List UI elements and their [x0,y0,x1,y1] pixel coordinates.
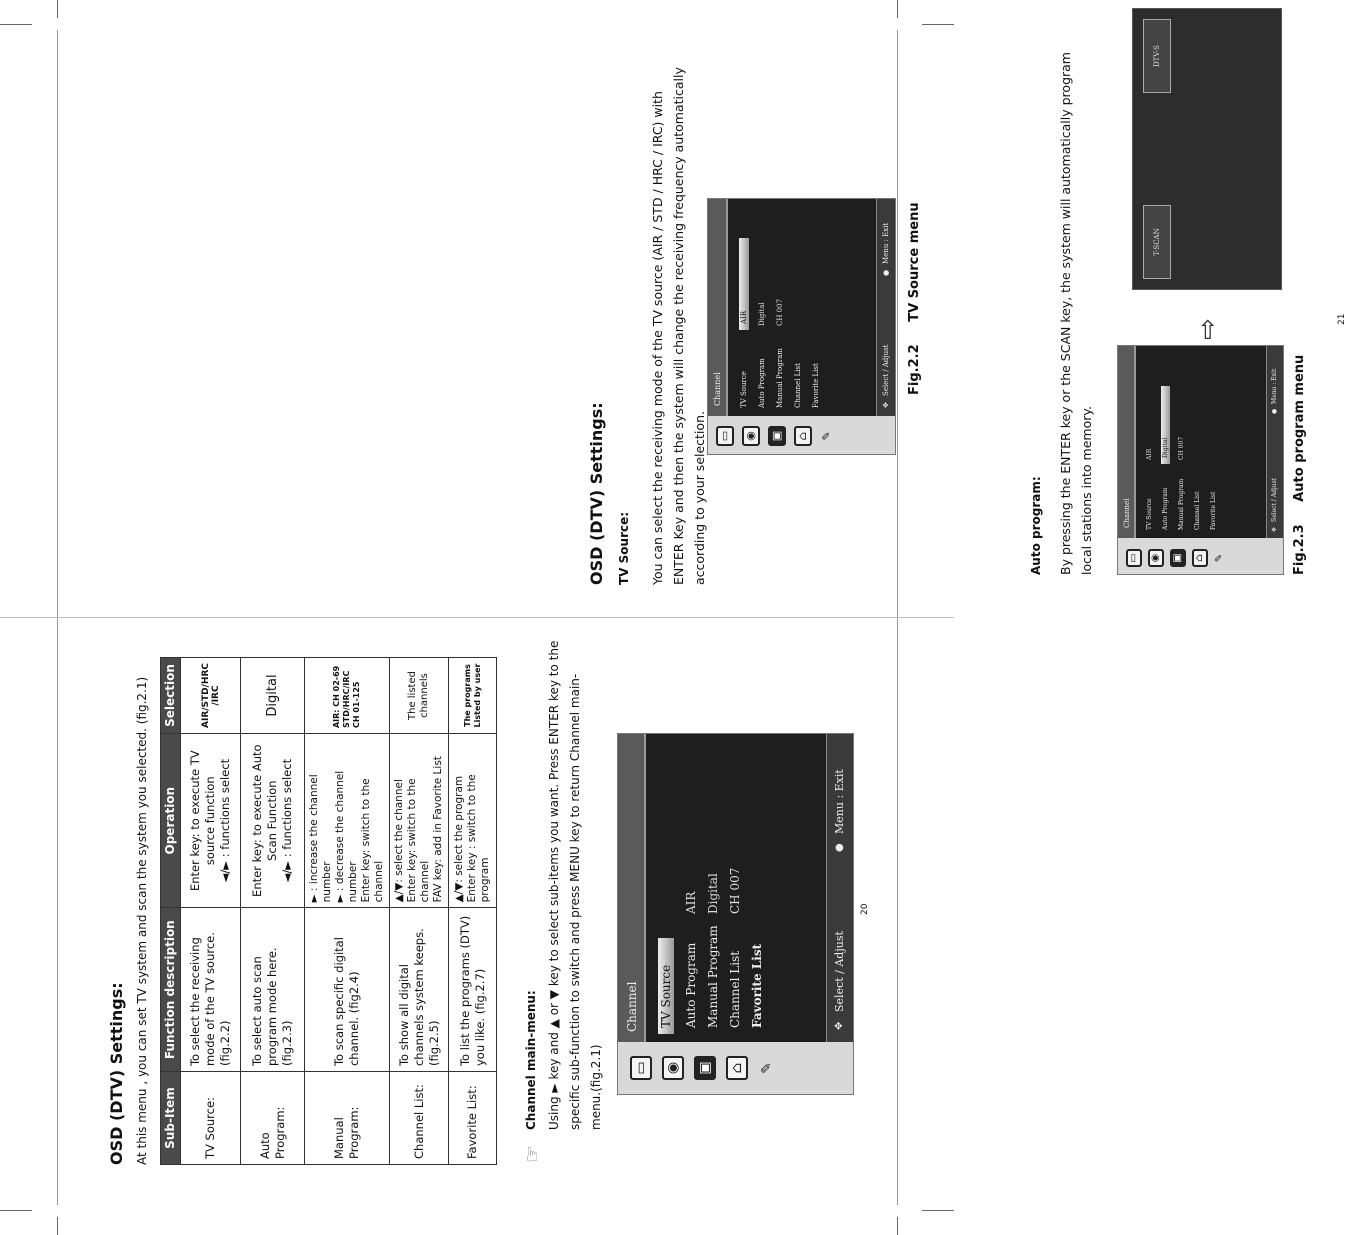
function-description: To select the receiving mode of the TV source. (fig.2.2) [181,908,241,1072]
sub-item: Favorite List: [449,1072,497,1165]
tv-icon: ▭ [630,1056,652,1080]
channel-icon: ▣ [1170,549,1186,567]
menu-item-auto-program[interactable]: Auto Program [758,358,766,408]
function-description: To list the programs (DTV) you like. (fig.2.7) [449,908,497,1072]
dpad-icon: ✥ [834,1021,845,1030]
operation [181,734,241,908]
footer-menu-label: Menu : Exit [882,222,890,264]
main-menu-heading: Channel main-menu: [524,990,538,1130]
circle-button-icon: ● [834,843,845,852]
fig22-caption: Fig.2.2 TV Source menu [907,202,922,395]
table-header: Selection [161,658,181,734]
auto-program-osd-menu [1117,345,1284,575]
footer-menu-label: Menu : Exit [1271,368,1278,404]
tv-source-value: AIR [684,891,698,914]
selection: Digital [241,658,305,734]
operation-line: ► : increase the channel number [308,774,333,903]
footer-select-label: Select / Adjust [1271,477,1278,522]
osd-footer [1266,346,1283,538]
operation-line: Enter key: to execute TV source function [188,750,217,892]
auto-program-text: By pressing the ENTER key or the SCAN key, the system will automatically program local stations into memory. [1058,52,1094,575]
sub-item: Channel List: [390,1072,449,1165]
settings-icon: ✎ [759,1062,775,1074]
operation-line: Enter key: switch to the channel [360,778,385,903]
operation [305,734,390,908]
osd-header: Channel [1118,346,1136,538]
tv-source-value: AIR [1146,448,1153,460]
scan-screen [1132,8,1282,290]
menu-item-auto-program[interactable]: Auto Program [1162,487,1169,530]
footer-select-label: Select / Adjust [882,344,890,396]
table-row [390,658,449,1165]
table-header: Operation [161,734,181,908]
menu-item-manual-program[interactable]: Manual Program [776,348,784,408]
page-number: 21 [1337,313,1347,325]
right-outline-arrow-icon: ⇨ [1193,318,1223,340]
table-row [305,658,390,1165]
tv-icon: ▭ [1126,549,1142,567]
manual-program-value: CH 007 [1178,436,1185,460]
lock-icon: ⌂ [726,1056,748,1080]
operation-line: Enter key : switch to the program [466,774,491,903]
channel-icon: ▣ [694,1056,716,1080]
operation [390,734,449,908]
pointing-hand-icon: ☞ [520,1145,544,1163]
lock-icon: ⌂ [794,426,812,446]
menu-item-favorite-list[interactable]: Favorite List [750,943,764,1028]
operation [241,734,305,908]
circle-button-icon: ● [882,269,890,276]
function-table [160,657,497,1165]
table-header-row [161,658,181,1165]
dtv-s-button[interactable]: DTV-S [1143,19,1171,93]
menu-item-favorite-list[interactable]: Favorite List [1210,491,1217,530]
table-header: Sub-Item [161,1072,181,1165]
auto-program-value: Digital [706,873,720,914]
tv-source-heading: TV Source: [617,511,631,585]
manual-program-value: CH 007 [728,867,742,914]
page-title: OSD (DTV) Settings: [107,982,126,1165]
selection: The programs Listed by user [449,658,497,734]
selection: The listed channels [390,658,449,734]
intro-text: At this menu , you can set TV system and scan the system you selected. (fig.2.1) [135,676,149,1165]
settings-icon: ✎ [820,431,833,441]
selection: AIR/STD/HRC /IRC [181,658,241,734]
camera-icon: ◉ [742,426,760,446]
sub-item: Auto Program: [241,1072,305,1165]
menu-item-channel-list[interactable]: Channel List [794,363,802,408]
dpad-icon: ✥ [882,402,890,408]
page-title: OSD (DTV) Settings: [587,402,606,585]
menu-item-channel-list[interactable]: Channel List [728,950,742,1028]
osd-footer [876,199,895,416]
tv-icon: ▭ [716,426,734,446]
circle-button-icon: ● [1271,408,1278,414]
tv-source-value[interactable]: AIR [739,238,749,330]
menu-item-tv-source[interactable]: TV Source [740,371,748,408]
menu-item-tv-source[interactable]: TV Source [1146,498,1153,530]
menu-item-manual-program[interactable]: Manual Program [706,925,720,1028]
operation-line: Enter key: switch to the channel [406,778,431,903]
camera-icon: ◉ [662,1056,684,1080]
operation-line: ◄/► : functions select [280,758,294,883]
fig23-caption: Fig.2.3 Auto program menu [1292,354,1307,575]
menu-item-tv-source[interactable]: TV Source [658,938,674,1034]
t-scan-button[interactable]: T-SCAN [1143,205,1171,279]
table-row [241,658,305,1165]
manual-program-value: CH 007 [776,298,784,326]
function-description: To select auto scan program mode here.(fig.2.3) [241,908,305,1072]
page-number: 20 [860,903,870,915]
footer-select-label: Select / Adjust [833,931,846,1012]
dpad-icon: ✥ [1271,526,1278,532]
osd-icon-bar [1118,538,1283,574]
menu-item-manual-program[interactable]: Manual Program [1178,478,1185,530]
channel-icon: ▣ [768,426,786,446]
camera-icon: ◉ [1148,549,1164,567]
footer-menu-label: Menu : Exit [833,769,846,834]
osd-icon-bar [708,416,895,454]
menu-item-auto-program[interactable]: Auto Program [684,942,698,1028]
table-header: Function description [161,908,181,1072]
osd-header: Channel [618,734,646,1042]
operation-line: ◄/► : functions select [218,758,232,883]
operation-line: FAV key: add in Favorite List [432,756,444,903]
operation-line: ► : decrease the channel number [334,770,359,903]
table-row [181,658,241,1165]
menu-item-channel-list[interactable]: Channel List [1194,491,1201,530]
page-21 [477,0,1347,1235]
settings-icon: ✎ [1214,553,1225,563]
osd-header: Channel [708,199,728,416]
operation-line: ▲/▼: select the program [453,775,465,903]
tv-source-text: You can select the receiving mode of the TV source (AIR / STD / HRC / IRC) with ENTER Key and then the system will change the receiving frequency automatically according to your selection. [650,67,707,585]
auto-program-heading: Auto program: [1029,476,1043,575]
selection: AIR: CH 02-69 STD/HRC/IRC CH 01-125 [305,658,390,734]
auto-program-value[interactable]: Digital [1161,386,1170,464]
lock-icon: ⌂ [1192,549,1208,567]
main-menu-text: Using ► key and ▲ or ▼ key to select sub-items you want. Press ENTER key to the specific sub-function to switch and press MENU key to return Channel main-menu.(fig.2.1) [547,640,603,1130]
sub-item: TV Source: [181,1072,241,1165]
menu-item-favorite-list[interactable]: Favorite List [812,363,820,408]
function-description: To scan specific digital channel. (fig2.4) [305,908,390,1072]
operation-line: Enter key: to execute Auto Scan Function [250,744,279,897]
function-description: To show all digital channels system keeps. (fig.2.5) [390,908,449,1072]
sub-item: Manual Program: [305,1072,390,1165]
operation-line: ▲/▼: select the channel [393,779,405,903]
tv-source-osd-menu [707,198,896,455]
auto-program-value: Digital [758,302,766,326]
